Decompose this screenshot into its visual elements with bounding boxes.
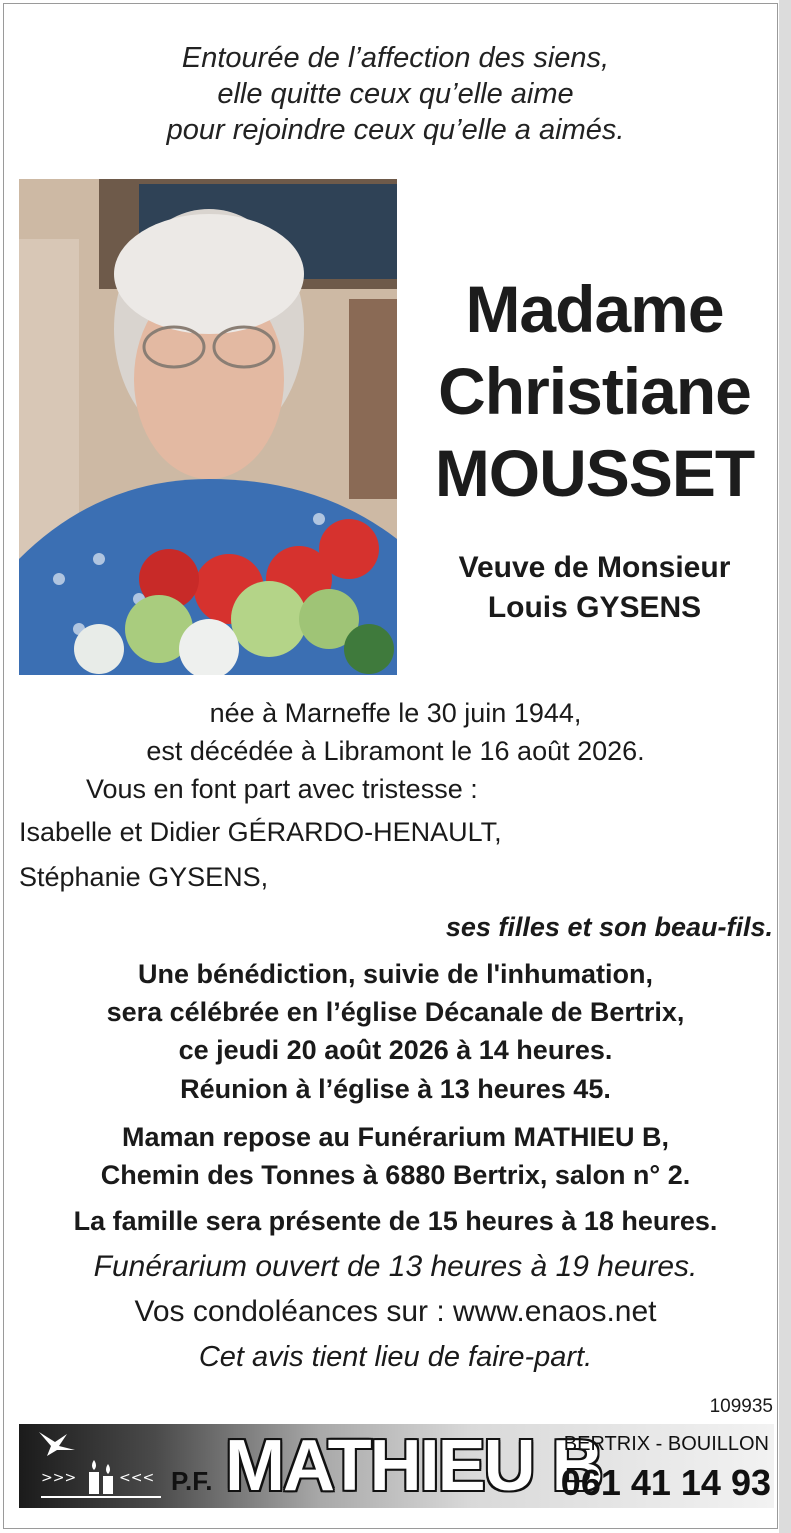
brand-name: MATHIEU B [225, 1426, 602, 1506]
funeral-home-banner [19, 1424, 774, 1508]
name-line: Christiane [438, 354, 751, 428]
svg-text:<<<: <<< [119, 1470, 155, 1486]
notice-text: Cet avis tient lieu de faire-part. [198, 1341, 593, 1373]
announcement-line: Vous en font part avec tristesse : [86, 774, 478, 804]
intro-line: Entourée de l’affection des siens, [181, 42, 610, 74]
reference-number: 109935 [709, 1396, 773, 1417]
ceremony-line: Une bénédiction, suivie de l'inhumation, [138, 959, 653, 989]
family-relation: ses filles et son beau-fils. [445, 912, 773, 942]
city-label: BERTRIX - BOUILLON [563, 1433, 769, 1455]
name-line: MOUSSET [434, 436, 755, 510]
name-line: Madame [465, 272, 724, 346]
intro-line: elle quitte ceux qu’elle aime [217, 78, 574, 110]
presence-text: La famille sera présente de 15 heures à 18 heures. [73, 1206, 718, 1236]
rest-location [0, 1118, 791, 1194]
deceased-name [398, 268, 791, 514]
widow-line: Veuve de Monsieur [458, 551, 731, 584]
candle-icon [41, 1452, 161, 1502]
reunion-text: Réunion à l’église à 13 heures 45. [180, 1074, 611, 1104]
opening-hours: Funérarium ouvert de 13 heures à 19 heures. [93, 1250, 698, 1283]
birth-death-text [0, 694, 791, 770]
family-member: Stéphanie GYSENS, [19, 862, 269, 892]
born-line: née à Marneffe le 30 juin 1944, [209, 698, 582, 728]
rest-line: Maman repose au Funérarium MATHIEU B, [121, 1122, 670, 1152]
ceremony-line: ce jeudi 20 août 2026 à 14 heures. [178, 1035, 613, 1065]
intro-text [0, 40, 791, 148]
svg-text:>>>: >>> [41, 1470, 77, 1486]
born-line: est décédée à Libramont le 16 août 2026. [146, 736, 645, 766]
condolences-link[interactable]: Vos condoléances sur : www.enaos.net [134, 1295, 657, 1328]
intro-line: pour rejoindre ceux qu’elle a aimés. [166, 114, 625, 146]
portrait-photo [19, 179, 397, 675]
rest-line: Chemin des Tonnes à 6880 Bertrix, salon n° 2. [100, 1160, 691, 1190]
ceremony-text [0, 955, 791, 1069]
pf-label: P.F. [171, 1466, 213, 1496]
widow-of [398, 548, 791, 628]
phone-number[interactable]: 061 41 14 93 [560, 1462, 771, 1503]
widow-line: Louis GYSENS [487, 591, 702, 624]
family-member: Isabelle et Didier GÉRARDO-HENAULT, [19, 817, 502, 847]
ceremony-line: sera célébrée en l’église Décanale de Bertrix, [106, 997, 685, 1027]
